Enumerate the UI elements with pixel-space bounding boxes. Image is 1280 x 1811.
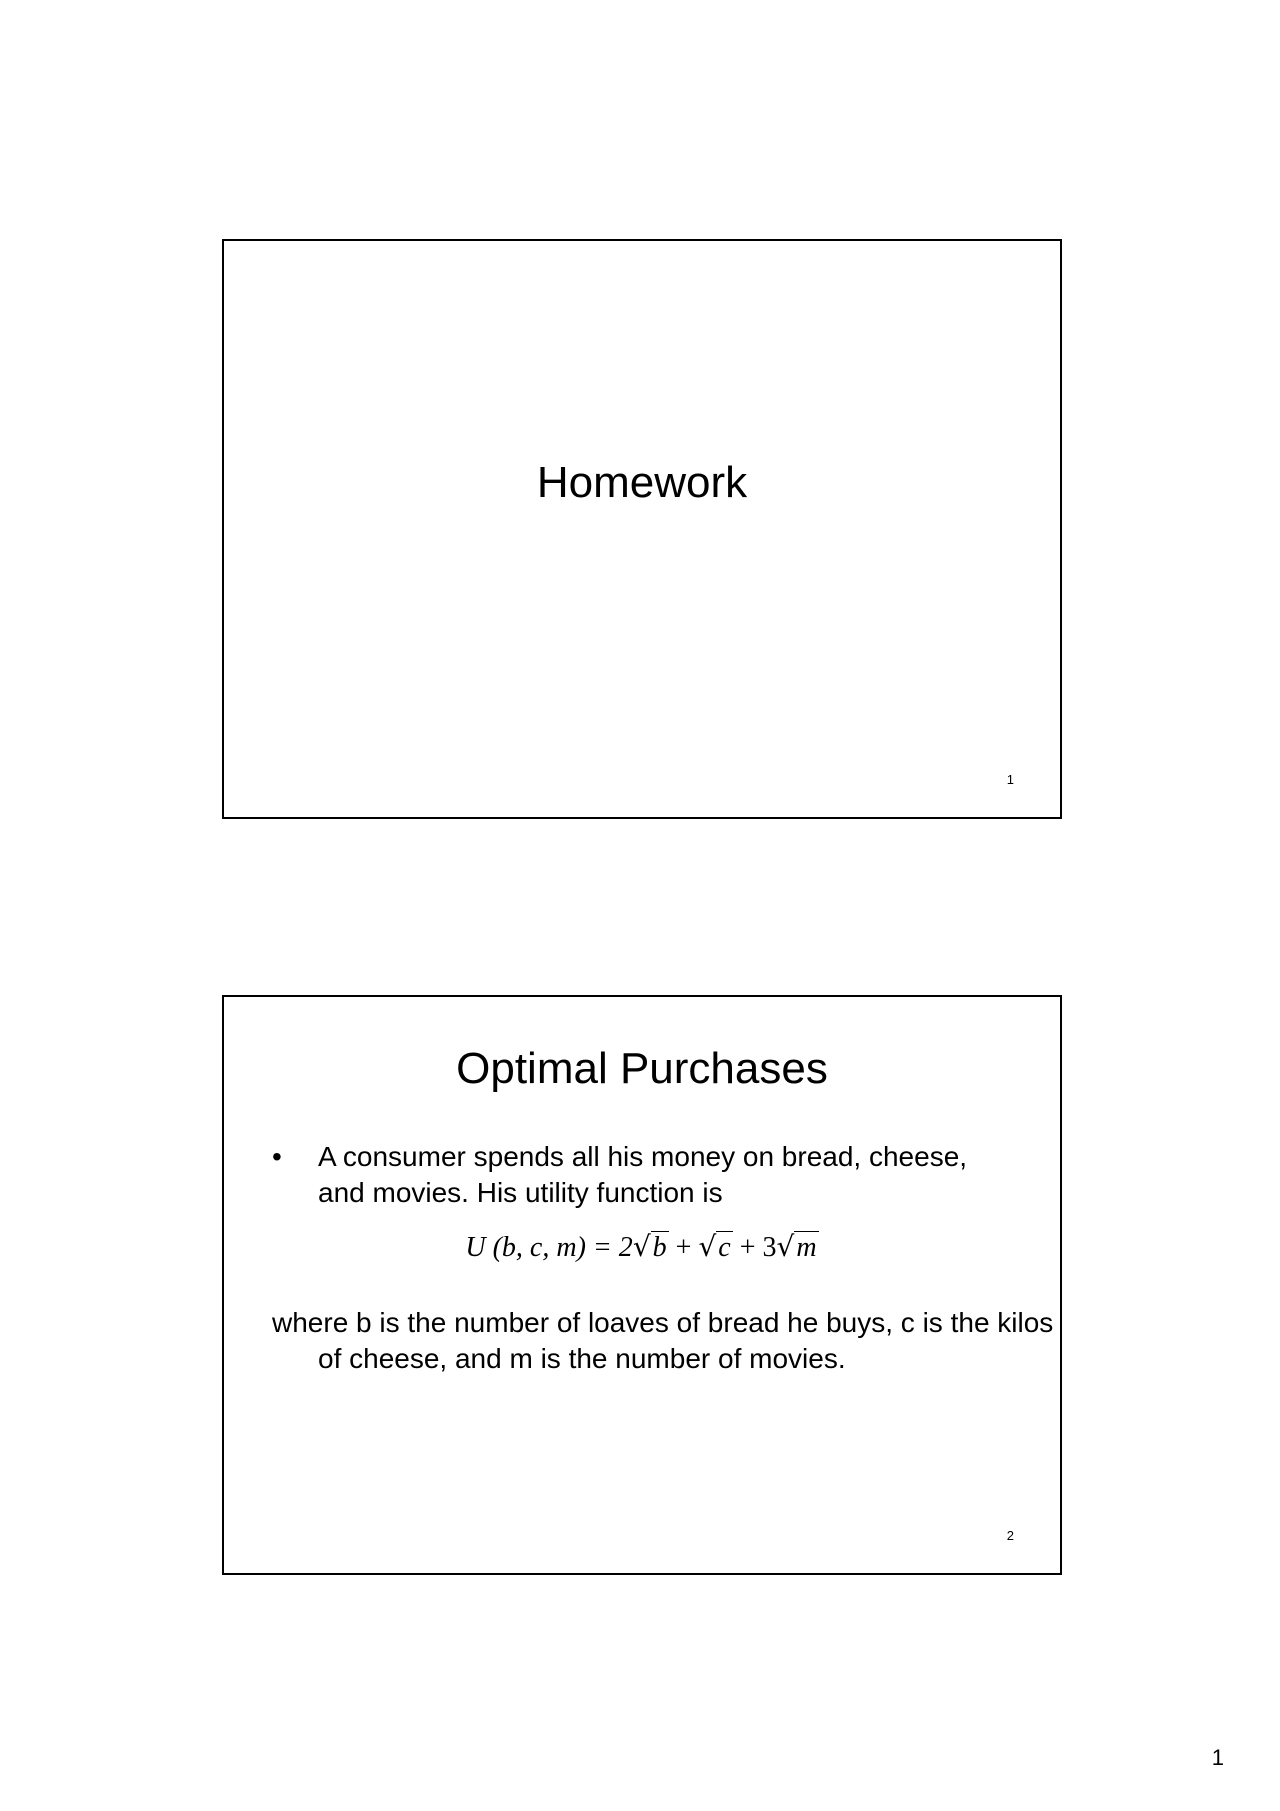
slide-title: Homework [536, 458, 748, 507]
bullet-marker: • [272, 1141, 282, 1172]
sqrt-symbol: √ [698, 1230, 717, 1263]
slide-title: Optimal Purchases [456, 1044, 828, 1093]
utility-formula [224, 1229, 1060, 1266]
slide-number: 1 [1006, 772, 1014, 787]
sqrt-symbol: √ [776, 1230, 795, 1263]
slide-1 [222, 239, 1062, 819]
formula-lhs: U (b, c, m) = 2 [465, 1232, 633, 1263]
radicand-m: m [796, 1232, 817, 1263]
radicand-b: b [652, 1232, 667, 1263]
radicand-c: c [718, 1232, 731, 1263]
page-number: 1 [1211, 1745, 1224, 1770]
bullet-text: A consumer spends all his money on bread, cheese, and movies. His utility function is [318, 1141, 968, 1208]
sqrt-symbol: √ [632, 1230, 651, 1263]
slide-number: 2 [1006, 1528, 1014, 1543]
bullet-item [272, 1139, 992, 1211]
formula-plus-three: + 3 [732, 1232, 777, 1263]
explanation-paragraph: where b is the number of loaves of bread he buys, c is the kilos of cheese, and m is the number of movies. [272, 1307, 1054, 1374]
formula-plus: + [668, 1232, 699, 1263]
slide-2 [222, 995, 1062, 1575]
